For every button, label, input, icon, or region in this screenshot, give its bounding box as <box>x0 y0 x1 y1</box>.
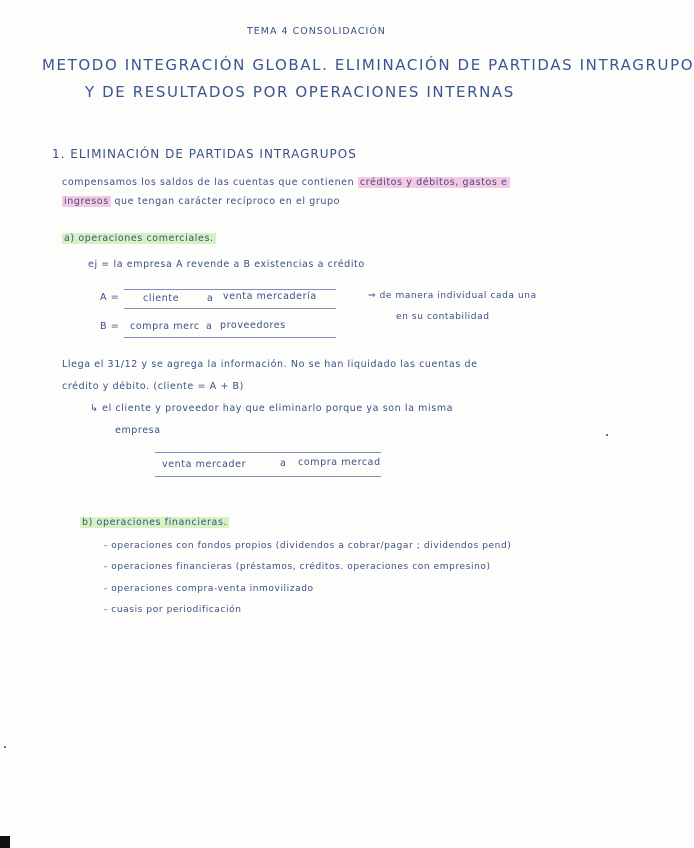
ledger-bottom-rule-a <box>124 308 336 309</box>
intro-text: compensamos los saldos de las cuentas que contienen <box>62 177 355 188</box>
subsection-b-label <box>80 518 229 528</box>
list-item: - operaciones financieras (préstamos, créditos. operaciones con empresino) <box>104 562 491 572</box>
highlight-financial: b) operaciones financieras. <box>82 517 228 528</box>
entry-bottom-rule <box>155 476 381 477</box>
paper-speck <box>606 434 608 436</box>
after-text-line-2: crédito y débito. (cliente = A + B) <box>62 381 244 392</box>
row-a-credit: venta mercadería <box>223 291 317 302</box>
highlight-credits: créditos y débitos, gastos e <box>359 177 508 188</box>
highlight-income: ingresos <box>64 196 109 207</box>
title-line-1: METODO INTEGRACIÓN GLOBAL. ELIMINACIÓN DE PARTIDAS INTRAGRUPO <box>42 56 694 74</box>
list-item: - cuasis por periodificación <box>104 605 242 615</box>
row-b-sep: a <box>206 321 213 332</box>
row-b-label: B = <box>100 321 120 332</box>
row-a-debit: cliente <box>143 293 180 304</box>
highlight-commercial: a) operaciones comerciales. <box>64 233 214 244</box>
after-text-line-1: Llega el 31/12 y se agrega la información. No se han liquidado las cuentas de <box>62 359 478 370</box>
note-line-2: en su contabilidad <box>396 312 490 322</box>
topic-header: TEMA 4 CONSOLIDACIÓN <box>247 26 386 37</box>
entry-debit: venta mercader <box>162 459 247 470</box>
example-line: ej = la empresa A revende a B existencias a crédito <box>88 259 365 270</box>
section-1-heading: 1. ELIMINACIÓN DE PARTIDAS INTRAGRUPOS <box>52 147 357 161</box>
note-line-1: ⇒ de manera individual cada una <box>368 291 537 301</box>
section-1-intro-line-2 <box>62 197 340 207</box>
subsection-a-label <box>62 234 216 244</box>
list-item: - operaciones con fondos propios (dividendos a cobrar/pagar ; dividendos pend) <box>104 541 512 551</box>
row-b-credit: proveedores <box>220 320 286 331</box>
intro-text-2: que tengan carácter recíproco en el grupo <box>114 196 341 207</box>
ledger-bottom-rule-b <box>124 337 336 338</box>
title-line-2: Y DE RESULTADOS POR OPERACIONES INTERNAS <box>85 83 515 101</box>
ledger-top-rule-a <box>124 289 336 290</box>
arrow-note-line-1: ↳ el cliente y proveedor hay que eliminarlo porque ya son la misma <box>90 403 454 414</box>
list-item: - operaciones compra-venta inmovilizado <box>104 584 314 594</box>
row-a-sep: a <box>207 293 214 304</box>
row-a-label: A = <box>100 292 120 303</box>
arrow-note-line-2: empresa <box>115 425 161 436</box>
entry-top-rule <box>155 452 381 453</box>
row-b-debit: compra merc <box>130 321 200 332</box>
entry-credit: compra mercad <box>298 457 381 468</box>
paper-speck <box>4 746 6 748</box>
scan-corner <box>0 836 10 848</box>
section-1-intro-line-1 <box>62 178 510 188</box>
entry-sep: a <box>280 458 287 469</box>
